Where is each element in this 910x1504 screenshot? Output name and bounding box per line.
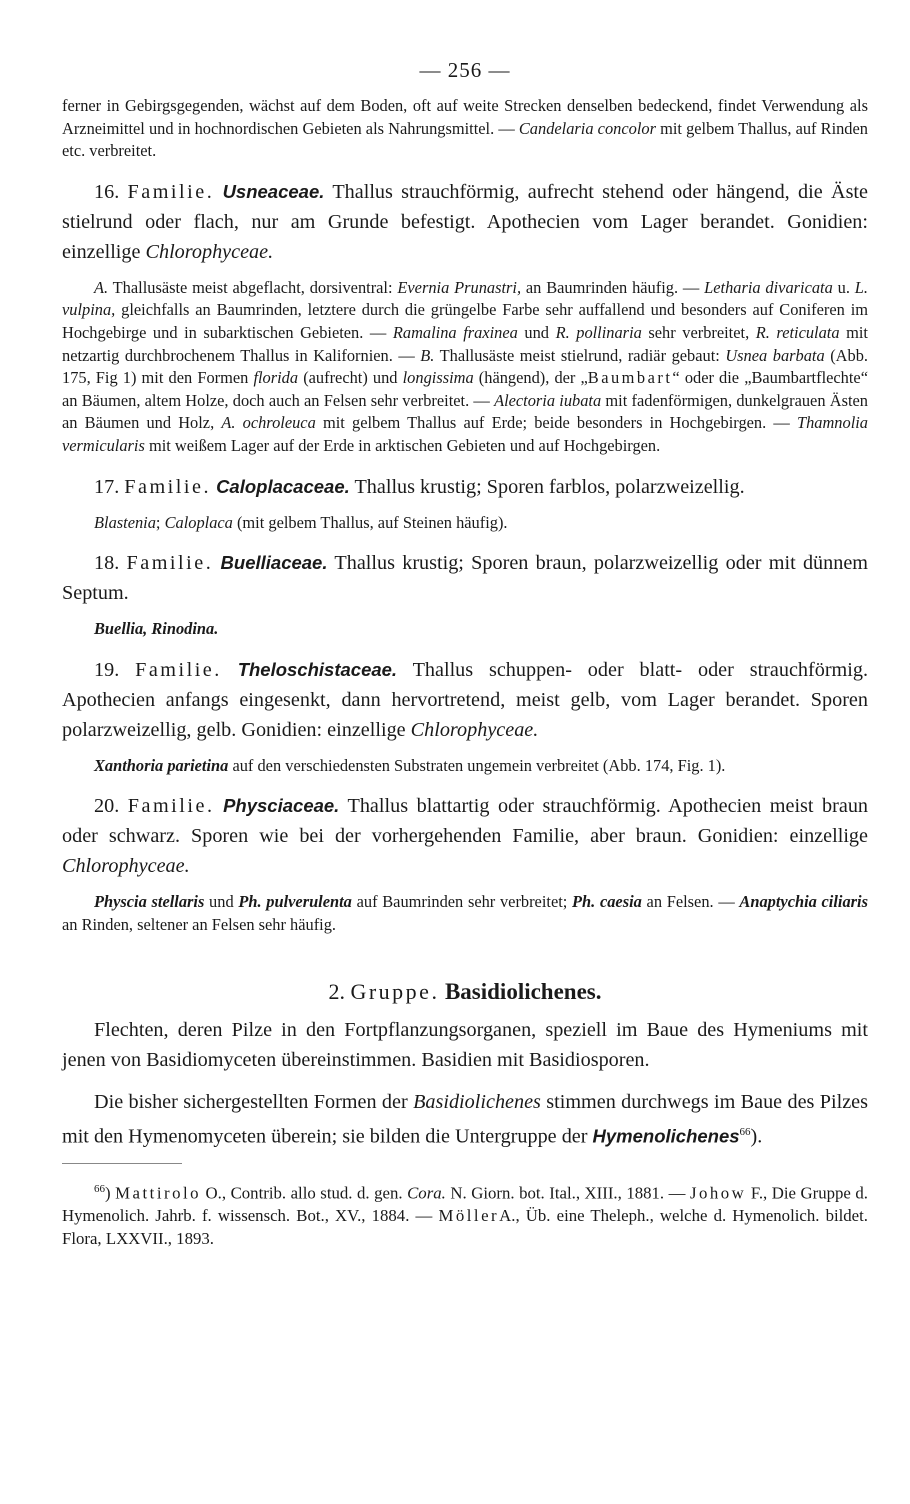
text: Thallusäste meist stielrund, radiär gebaut: [434, 345, 726, 365]
text: Thallus krustig; Sporen braun, polarzweizellig oder mit dünnem Septum. [62, 552, 869, 605]
text: ). [750, 1125, 763, 1148]
species-name: Anaptychia ciliaris [739, 892, 868, 912]
family-name: Physciaceae. [223, 795, 340, 817]
text: auf Baumrinden sehr verbreitet; [351, 892, 573, 912]
family-17-heading [62, 472, 868, 502]
taxon-name: Cora. [407, 1183, 446, 1203]
text: Thallus krustig; Sporen farblos, polarzweizellig. [349, 475, 745, 498]
group-paragraph-1: Flechten, deren Pilze in den Fortpflanzungsorganen, speziell im Baue des Hymeniums mit jenen von Basidiomyceten übereinstimmen. Basidien mit Basidiosporen. [62, 1018, 868, 1071]
text: A., Üb. eine Theleph., welche d. Hymenolich. bildet. Flora, LXXVII., 1893. [62, 1206, 868, 1249]
family-word: Familie. [135, 658, 222, 681]
text: Thallus blattartig oder strauchförmig. Apothecien meist braun oder schwarz. Sporen wie bei der vorhergehenden Familie, aber braun. Gonidien: einzellige [62, 795, 869, 848]
author-name: Möller [438, 1206, 500, 1226]
family-number: 16. [94, 180, 128, 203]
document-page [62, 58, 868, 1251]
text: Thallus strauchförmig, aufrecht stehend oder hängend, die Äste stielrund oder flach, nur am Grunde befestigt. Apothecien vom Lager berandet. Gonidien: einzellige [62, 180, 868, 263]
text: N. Giorn. bot. Ital., XIII., 1881. — [445, 1183, 690, 1203]
group-word: Gruppe. [350, 978, 440, 1004]
text: sehr verbreitet, [641, 322, 756, 342]
species-name: Candelaria concolor [518, 118, 656, 138]
species-name: L. vulpina, [62, 277, 869, 320]
species-name: Ramalina fraxinea [392, 322, 518, 342]
text: mit netzartig durchbrochenem Thallus in Kalifornien. — [62, 322, 868, 365]
family-name: Caloplacaceae. [216, 475, 350, 497]
species-name: Ph. caesia [572, 892, 642, 912]
text: (mit gelbem Thallus, auf Steinen häufig). [232, 512, 508, 532]
species-name: Alectoria iubata [494, 390, 602, 410]
text: (hängend), der „ [473, 368, 588, 388]
taxon-name: Chlorophyceae. [62, 855, 190, 878]
family-19-heading [62, 655, 868, 745]
species-name: florida [253, 368, 299, 388]
species-name: Physcia stellaris [94, 892, 205, 912]
label: A. [94, 277, 109, 297]
species-name: Usnea barbata [725, 345, 825, 365]
family-18-details [62, 618, 868, 641]
family-16-details [62, 277, 868, 458]
family-word: Familie. [127, 180, 215, 203]
text: mit gelbem Thallus auf Erde; beide besonders in Hochgebirgen. — [315, 413, 797, 433]
family-18-heading [62, 548, 868, 608]
text: ferner in Gebirgsgegenden, wächst auf dem Boden, oft auf weite Strecken denselben bedeckend, findet Verwendung als Arzneimittel und in hochnordischen Gebieten als Nahrungsmittel. — [62, 96, 868, 138]
species-name: Buellia, Rinodina. [94, 619, 219, 639]
text: und [204, 892, 239, 912]
spaced-word: Baumbart [587, 368, 673, 388]
species-name: Thamnolia vermicularis [62, 413, 869, 455]
family-word: Familie. [124, 475, 212, 498]
family-number: 19. [94, 658, 136, 681]
text: Die bisher sichergestellten Formen der [94, 1090, 414, 1113]
text: und [517, 322, 556, 342]
footnote [62, 1178, 868, 1250]
species-name: Evernia Prunastri, [397, 277, 522, 297]
species-name: Letharia divaricata [704, 277, 833, 297]
family-word: Familie. [126, 552, 214, 575]
group-paragraph-2 [62, 1087, 868, 1152]
species-name: Ph. pulverulenta [238, 892, 352, 912]
page-number: — 256 — [419, 58, 511, 82]
text: (Abb. 175, Fig 1) mit den Formen [62, 345, 868, 388]
author-name: Johow [689, 1183, 747, 1203]
footnote-divider [62, 1163, 182, 1164]
text: an Felsen. — [641, 892, 740, 912]
family-20-details [62, 891, 868, 936]
group-number: 2. [328, 978, 351, 1004]
intro-paragraph [62, 95, 868, 163]
family-name: Usneaceae. [222, 180, 325, 202]
text: “ oder die „Baumbartflechte“ an Bäumen, altem Holze, doch auch an Felsen sehr verbreitet. — [62, 368, 868, 410]
family-17-details [62, 512, 868, 535]
text: ) [105, 1183, 116, 1203]
text: O., Contrib. allo stud. d. gen. [201, 1183, 408, 1203]
family-number: 18. [94, 552, 127, 575]
family-16-heading [62, 177, 868, 267]
taxon-name: Chlorophyceae. [145, 240, 274, 263]
text: Thallusäste meist abgeflacht, dorsiventral: [108, 277, 398, 297]
text: mit fadenförmigen, dunkelgrauen Ästen an Bäumen und Holz, [62, 390, 868, 433]
group-heading [62, 979, 868, 1005]
species-name: Xanthoria parietina [94, 755, 229, 775]
subgroup-name: Hymenolichenes [592, 1125, 740, 1147]
text: mit gelbem Thallus, auf Rinden etc. verbreitet. [62, 118, 868, 161]
text: gleichfalls an Baumrinden, letztere durch die grüngelbe Farbe sehr auffallend und besonders auf Coniferen im Hochgebirge und in subarktischen Gebieten. — [62, 300, 868, 342]
text: u. [832, 277, 855, 297]
text: an Baumrinden häufig. — [521, 277, 705, 297]
author-name: Mattirolo [115, 1183, 202, 1203]
species-name: longissima [402, 368, 474, 388]
family-word: Familie. [127, 795, 215, 818]
group-title: Basidiolichenes. [444, 978, 602, 1004]
taxon-name: Chlorophyceae. [410, 718, 539, 741]
label: B. [420, 345, 435, 365]
text: Thallus schuppen- oder blatt- oder strauchförmig. Apothecien anfangs eingesenkt, dann hervortretend, meist gelb, vom Lager berandet. Sporen polarzweizellig, gelb. Gonidien: einzellige [62, 658, 868, 741]
family-name: Buelliaceae. [220, 552, 328, 574]
species-name: A. ochroleuca [221, 413, 316, 433]
text: F., Die Gruppe d. Hymenolich. Jahrb. f. wissensch. Bot., XV., 1884. — [62, 1183, 868, 1226]
text: (aufrecht) und [298, 368, 403, 388]
footnote-mark: 66 [94, 1183, 105, 1196]
taxon-name: Basidiolichenes [413, 1090, 541, 1113]
family-20-heading [62, 791, 868, 881]
family-19-details [62, 755, 868, 778]
family-number: 17. [94, 475, 125, 498]
species-name: R. pollinaria [555, 322, 642, 342]
text: mit weißem Lager auf der Erde in arktischen Gebieten und auf Hochgebirgen. [144, 435, 661, 455]
family-number: 20. [94, 795, 128, 818]
family-name: Theloschistaceae. [237, 658, 398, 680]
text: ; [155, 512, 165, 532]
text: auf den verschiedensten Substraten ungemein verbreitet (Abb. 174, Fig. 1). [228, 755, 726, 775]
species-name: Blastenia [94, 512, 156, 532]
species-name: Caloplaca [164, 512, 233, 532]
footnote-ref: 66 [739, 1125, 751, 1138]
text: an Rinden, seltener an Felsen sehr häufig. [62, 914, 337, 934]
species-name: R. reticulata [755, 322, 840, 342]
text: stimmen durchwegs im Baue des Pilzes mit den Hymenomyceten überein; sie bilden die Untergruppe der [62, 1090, 868, 1148]
